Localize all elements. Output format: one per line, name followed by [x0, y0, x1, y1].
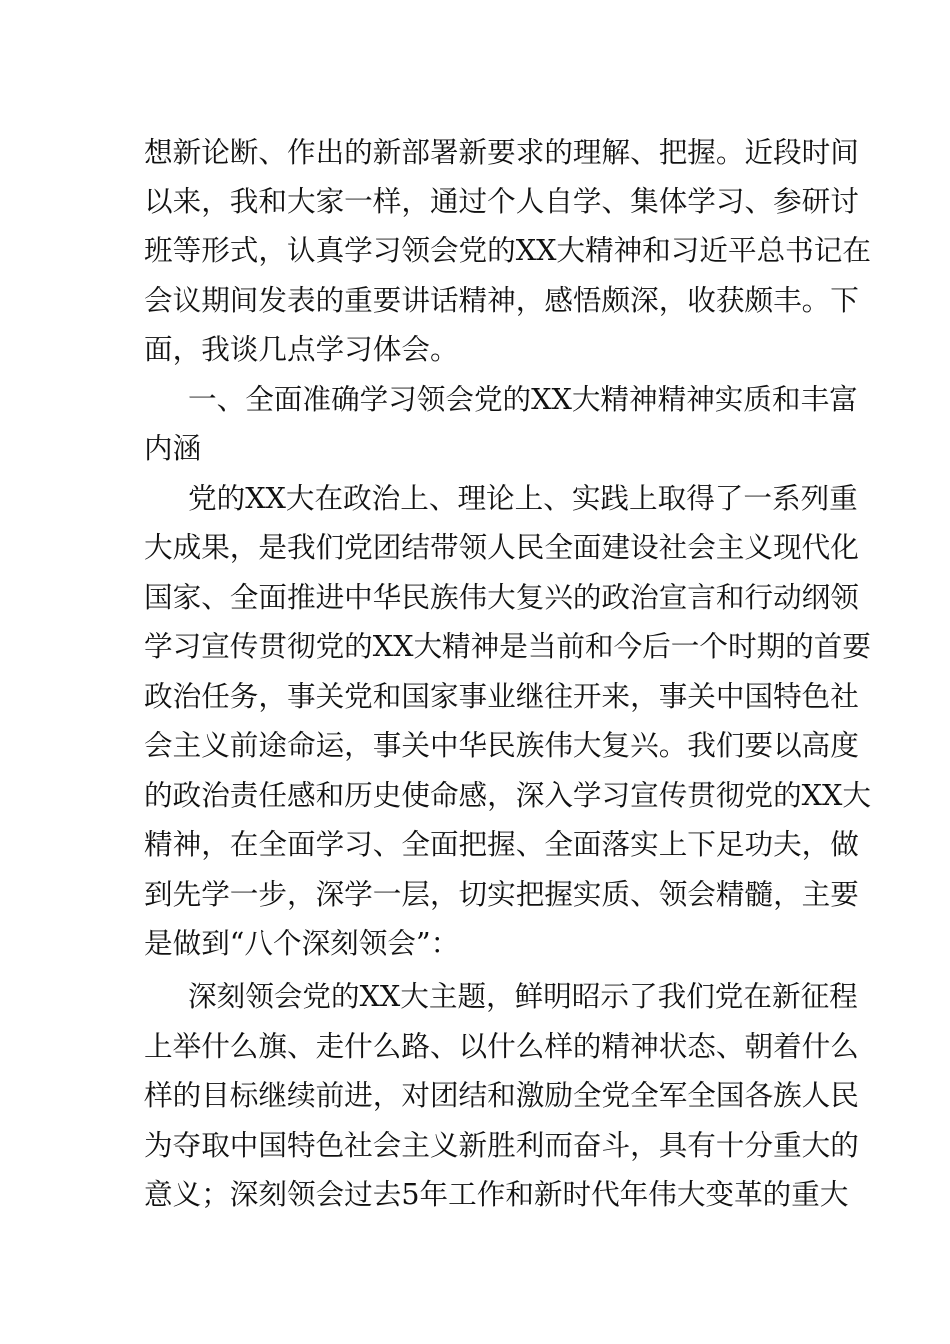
text-line: 会主义前途命运，事关中华民族伟大复兴。我们要以高度	[144, 728, 859, 762]
text-line: 上举什么旗、走什么路、以什么样的精神状态、朝着什么	[144, 1029, 859, 1063]
text-line: 班等形式，认真学习领会党的XX大精神和习近平总书记在	[144, 233, 871, 267]
section-heading-continued: 内涵	[144, 431, 202, 465]
text-line: 为夺取中国特色社会主义新胜利而奋斗，具有十分重大的	[144, 1128, 859, 1162]
text-line: 学习宣传贯彻党的XX大精神是当前和今后一个时期的首要	[144, 629, 871, 663]
text-line: 到先学一步，深学一层，切实把握实质、领会精髓，主要	[144, 877, 859, 911]
text-line: 面，我谈几点学习体会。	[144, 332, 459, 366]
text-line: 国家、全面推进中华民族伟大复兴的政治宣言和行动纲领	[144, 580, 859, 614]
text-line: 以来，我和大家一样，通过个人自学、集体学习、参研讨	[144, 184, 859, 218]
text-line: 想新论断、作出的新部署新要求的理解、把握。近段时间	[144, 135, 859, 169]
text-line: 大成果，是我们党团结带领人民全面建设社会主义现代化	[144, 530, 859, 564]
text-line: 样的目标继续前进，对团结和激励全党全军全国各族人民	[144, 1078, 859, 1112]
text-line: 是做到“八个深刻领会”：	[144, 926, 460, 960]
text-line: 意义；深刻领会过去5年工作和新时代年伟大变革的重大	[144, 1177, 849, 1211]
text-line: 的政治责任感和历史使命感，深入学习宣传贯彻党的XX大	[144, 778, 871, 812]
text-line: 会议期间发表的重要讲话精神，感悟颇深，收获颇丰。下	[144, 283, 859, 317]
text-line: 精神，在全面学习、全面把握、全面落实上下足功夫，做	[144, 827, 859, 861]
text-line: 深刻领会党的XX大主题，鲜明昭示了我们党在新征程	[188, 979, 858, 1013]
text-line: 党的XX大在政治上、理论上、实践上取得了一系列重	[188, 481, 858, 515]
section-heading: 一、全面准确学习领会党的XX大精神精神实质和丰富	[188, 382, 858, 416]
text-line: 政治任务，事关党和国家事业继往开来，事关中国特色社	[144, 679, 859, 713]
